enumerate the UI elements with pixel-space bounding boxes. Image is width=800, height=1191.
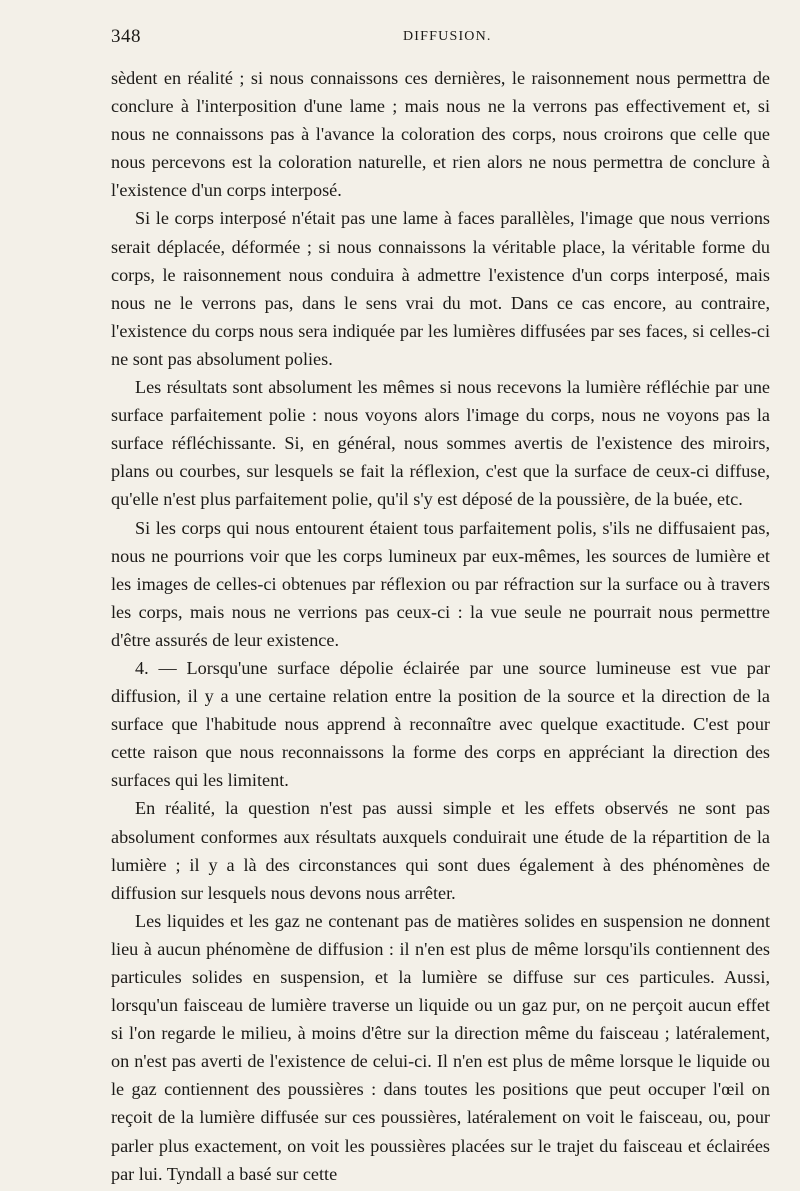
paragraph: 4. — Lorsqu'une surface dépolie éclairée par une source lumineuse est vue par diffusion, il y a une certaine relation entre la position de la source et la direction de la surface que l'habitude nous apprend à reconnaître avec quelque exactitude. C'est pour cette raison que nous reconnaissons la forme des corps en appréciant la direction des surfaces qui les limitent. (111, 657, 770, 791)
paragraph: En réalité, la question n'est pas aussi simple et les effets observés ne sont pas absolument conformes aux résultats auxquels conduirait une étude de la répartition de la lumière ; il y a là des circonstances qui sont dues également à des phénomènes de diffusion sur lesquels nous devons nous arrêter. (111, 798, 770, 903)
page-number: 348 (111, 26, 141, 47)
paragraph: Si le corps interposé n'était pas une lame à faces parallèles, l'image que nous verrions serait déplacée, déformée ; si nous connaissons la véritable place, la véritable forme du corps, le raisonnement nous conduira à admettre l'existence d'un corps interposé, mais nous ne le verrons pas, dans le sens vrai du mot. Dans ce cas encore, au contraire, l'existence du corps nous sera indiquée par les lumières diffusées par ses faces, si celles-ci ne sont pas absolument polies. (111, 208, 770, 369)
paragraph: Si les corps qui nous entourent étaient tous parfaitement polis, s'ils ne diffusaient pas, nous ne pourrions voir que les corps lumineux par eux-mêmes, les sources de lumière et les images de celles-ci obtenues par réflexion ou par réfraction sur la surface ou à travers les corps, mais nous ne verrions pas ceux-ci : la vue seule ne pourrait nous permettre d'être assurés de leur existence. (111, 517, 770, 650)
paragraph: sèdent en réalité ; si nous connaissons ces dernières, le raisonnement nous permettra de conclure à l'interposition d'une lame ; mais nous ne la verrons pas effectivement et, si nous ne connaissons pas à l'avance la coloration des corps, nous croirons que celle que nous percevons est la coloration naturelle, et rien alors ne nous permettra de conclure à l'existence d'un corps interposé. (111, 68, 770, 201)
page-header (111, 26, 770, 52)
paragraph: Les résultats sont absolument les mêmes si nous recevons la lumière réfléchie par une surface parfaitement polie : nous voyons alors l'image du corps, nous ne voyons pas la surface réfléchissante. Si, en général, nous sommes avertis de l'existence des miroirs, plans ou courbes, sur lesquels se fait la réflexion, c'est que la surface de ceux-ci diffuse, qu'elle n'est plus parfaitement polie, qu'il s'y est déposé de la poussière, de la buée, etc. (111, 377, 770, 510)
paragraph: Les liquides et les gaz ne contenant pas de matières solides en suspension ne donnent lieu à aucun phénomène de diffusion : il n'en est plus de même lorsqu'ils contiennent des particules solides en suspension, et la lumière se diffuse sur ces particules. Aussi, lorsqu'un faisceau de lumière traverse un liquide ou un gaz pur, on ne perçoit aucun effet si l'on regarde le milieu, à moins d'être sur la direction même du faisceau ; latéralement, on n'est pas averti de l'existence de celui-ci. Il n'en est plus de même lorsque le liquide ou le gaz contiennent des poussières : dans toutes les positions que peut occuper l'œil on reçoit de la lumière diffusée sur ces poussières, latéralement on voit le faisceau, ou, pour parler plus exactement, on voit les poussières placées sur le trajet du faisceau et éclairées par lui. Tyndall a basé sur cette (111, 910, 770, 1184)
running-title: DIFFUSION. (403, 29, 492, 44)
body-text (111, 64, 770, 1188)
